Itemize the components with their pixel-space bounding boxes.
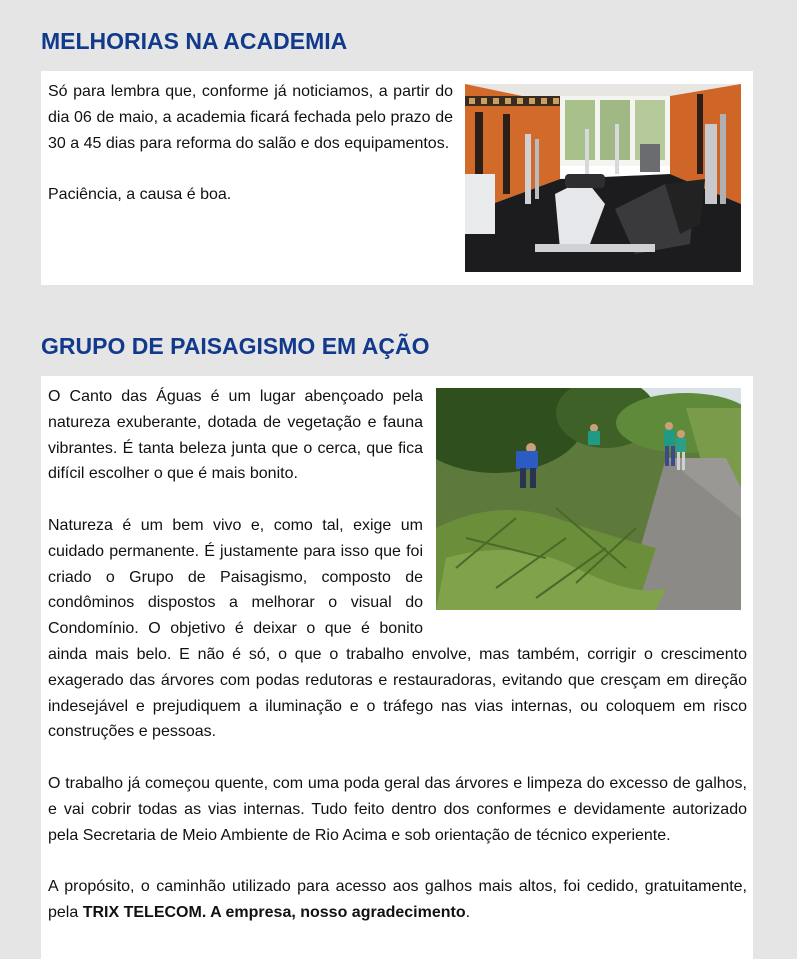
article-card-paisagismo xyxy=(41,376,753,959)
landscaping-crew-photo xyxy=(436,388,741,610)
paragraph: Natureza é um bem vivo e, como tal, exige um cuidado permanente. É justamente para isso que foi criado o Grupo de Paisagismo, composto de condôminos dispostos a melhorar o visual do Condomínio. O objetivo é deixar o que é bonito ainda mais belo. E não é só, o que o trabalho envolve, mas também, corrigir o crescimento exagerado das árvores com podas redutoras e restauradoras, evitando que cresçam em direção indesejável e prejudiquem a iluminação e o tráfego nas vias internas, ou coloquem em risco construções e pessoas. xyxy=(48,516,747,741)
section-title-paisagismo: GRUPO DE PAISAGISMO EM AÇÃO xyxy=(41,333,430,359)
section-title-academia: MELHORIAS NA ACADEMIA xyxy=(41,28,348,54)
gym-photo xyxy=(465,84,741,272)
paragraph: O trabalho já começou quente, com uma poda geral das árvores e limpeza do excesso de galhos, e vai cobrir todas as vias internas. Tudo feito dentro dos conformes e devidamente autorizado pela Secretaria de Meio Ambiente de Rio Acima e sob orientação de técnico experiente. xyxy=(48,774,747,844)
paragraph: O Canto das Águas é um lugar abençoado pela natureza exuberante, dotada de vegetação e fauna vibrantes. É tanta beleza junta que o cerca, que fica difícil escolher o que é mais bonito. xyxy=(48,388,423,483)
paragraph-closing xyxy=(48,874,747,926)
paragraph: Paciência, a causa é boa. xyxy=(48,186,232,204)
sponsor-name: TRIX TELECOM. A empresa, nosso agradecimento xyxy=(82,903,466,921)
paragraph: Só para lembra que, conforme já noticiamos, a partir do dia 06 de maio, a academia ficará fechada pelo prazo de 30 a 45 dias para reforma do salão e dos equipamentos. xyxy=(48,83,453,152)
closing-prefix: A propósito, o caminhão utilizado para acesso aos galhos mais altos, foi cedido, gratuitamente, pela xyxy=(48,878,747,921)
closing-suffix: . xyxy=(465,903,471,921)
article-card-academia xyxy=(41,71,753,285)
